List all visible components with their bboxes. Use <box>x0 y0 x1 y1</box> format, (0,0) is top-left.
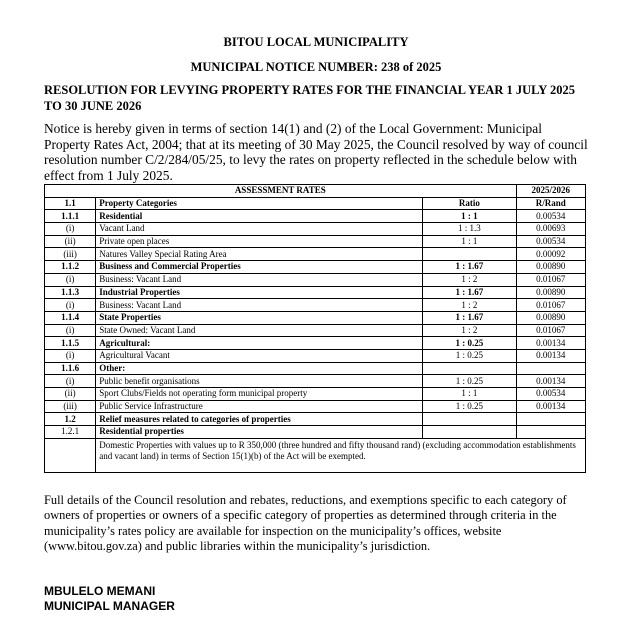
row-category: Agricultural Vacant <box>96 349 423 362</box>
row-rate: 0.00134 <box>516 375 585 388</box>
row-number: 1.1.1 <box>45 210 96 223</box>
table-title-row <box>45 185 586 198</box>
residential-relief-label: Residential properties <box>96 426 423 439</box>
row-ratio: 1 : 2 <box>423 299 517 312</box>
row-category: Business: Vacant Land <box>96 273 423 286</box>
row-rate: 0.00134 <box>516 400 585 413</box>
col-header-ratio: Ratio <box>423 197 517 210</box>
table-row <box>45 273 586 286</box>
row-ratio: 1 : 0.25 <box>423 349 517 362</box>
row-rate: 0.00534 <box>516 235 585 248</box>
row-rate: 0.00134 <box>516 349 585 362</box>
row-rate: 0.00890 <box>516 261 585 274</box>
empty-cell <box>423 426 517 439</box>
residential-relief-row <box>45 426 586 439</box>
signatory-name: MBULELO MEMANI <box>44 584 156 598</box>
row-ratio: 1 : 0.25 <box>423 400 517 413</box>
row-category: Natures Valley Special Rating Area <box>96 248 423 261</box>
row-rate: 0.00693 <box>516 223 585 236</box>
row-number: (iii) <box>45 400 96 413</box>
row-ratio: 1 : 1.67 <box>423 286 517 299</box>
table-row <box>45 210 586 223</box>
table-row <box>45 349 586 362</box>
relief-note-row <box>45 438 586 472</box>
table-row <box>45 311 586 324</box>
table-row <box>45 388 586 401</box>
table-row <box>45 235 586 248</box>
residential-relief-num: 1.2.1 <box>45 426 96 439</box>
row-category: Residential <box>96 210 423 223</box>
row-rate: 0.01067 <box>516 324 585 337</box>
row-number: (i) <box>45 375 96 388</box>
table-row <box>45 337 586 350</box>
row-category: Public Service Infrastructure <box>96 400 423 413</box>
table-row <box>45 362 586 375</box>
row-rate: 0.00534 <box>516 210 585 223</box>
empty-cell <box>516 426 585 439</box>
row-ratio <box>423 362 517 375</box>
relief-label: Relief measures related to categories of properties <box>96 413 423 426</box>
signatory-title: MUNICIPAL MANAGER <box>44 599 175 613</box>
row-number: 1.1.4 <box>45 311 96 324</box>
row-ratio: 1 : 0.25 <box>423 375 517 388</box>
table-row <box>45 299 586 312</box>
row-number: 1.1.5 <box>45 337 96 350</box>
row-number: (i) <box>45 223 96 236</box>
row-category: Other: <box>96 362 423 375</box>
row-ratio: 1 : 1 <box>423 210 517 223</box>
row-number: 1.1.3 <box>45 286 96 299</box>
row-category: Agricultural: <box>96 337 423 350</box>
row-rate: 0.00890 <box>516 311 585 324</box>
row-number: (i) <box>45 324 96 337</box>
row-number: (i) <box>45 273 96 286</box>
relief-num: 1.2 <box>45 413 96 426</box>
row-number: (i) <box>45 299 96 312</box>
row-number: (ii) <box>45 388 96 401</box>
relief-note: Domestic Properties with values up to R 350,000 (three hundred and fifty thousand rand) (excluding accommodation establishments and vacant land) in terms of Section 15(1)(b) of the Act will be exempted. <box>96 438 586 472</box>
row-category: Private open places <box>96 235 423 248</box>
row-ratio: 1 : 1.3 <box>423 223 517 236</box>
row-category: Public benefit organisations <box>96 375 423 388</box>
table-year: 2025/2026 <box>516 185 585 198</box>
row-category: State Owned: Vacant Land <box>96 324 423 337</box>
row-rate: 0.01067 <box>516 273 585 286</box>
row-category: Business: Vacant Land <box>96 299 423 312</box>
row-category: Business and Commercial Properties <box>96 261 423 274</box>
row-category: Industrial Properties <box>96 286 423 299</box>
row-ratio <box>423 248 517 261</box>
row-ratio: 1 : 1.67 <box>423 311 517 324</box>
empty-cell <box>45 438 96 472</box>
table-row <box>45 223 586 236</box>
row-category: Vacant Land <box>96 223 423 236</box>
table-title: ASSESSMENT RATES <box>45 185 517 198</box>
municipality-title: BITOU LOCAL MUNICIPALITY <box>223 35 409 49</box>
assessment-rates-table <box>44 184 586 473</box>
table-row <box>45 286 586 299</box>
row-ratio: 1 : 2 <box>423 324 517 337</box>
row-ratio: 1 : 2 <box>423 273 517 286</box>
row-ratio: 1 : 1 <box>423 388 517 401</box>
row-number: (i) <box>45 349 96 362</box>
row-number: 1.1.6 <box>45 362 96 375</box>
table-row <box>45 324 586 337</box>
relief-row <box>45 413 586 426</box>
col-header-rate: R/Rand <box>516 197 585 210</box>
row-category: State Properties <box>96 311 423 324</box>
table-row <box>45 248 586 261</box>
column-header-row <box>45 197 586 210</box>
row-rate: 0.00092 <box>516 248 585 261</box>
col-header-num: 1.1 <box>45 197 96 210</box>
row-ratio: 1 : 1.67 <box>423 261 517 274</box>
table-row <box>45 375 586 388</box>
row-category: Sport Clubs/Fields not operating form municipal property <box>96 388 423 401</box>
row-ratio: 1 : 0.25 <box>423 337 517 350</box>
row-rate <box>516 362 585 375</box>
row-number: (ii) <box>45 235 96 248</box>
row-number: 1.1.2 <box>45 261 96 274</box>
row-rate: 0.00890 <box>516 286 585 299</box>
notice-number: MUNICIPAL NOTICE NUMBER: 238 of 2025 <box>190 60 442 74</box>
col-header-category: Property Categories <box>96 197 423 210</box>
footer-paragraph: Full details of the Council resolution and rebates, reductions, and exemptions specific to each category of owners of properties or owners of a specific category of properties as determined through criteria in the municipality’s rates policy are available for inspection on the municipality’s offices, website (www.bitou.gov.za) and public libraries within the municipality’s jurisdiction. <box>44 493 567 553</box>
table-row <box>45 400 586 413</box>
row-rate: 0.01067 <box>516 299 585 312</box>
row-rate: 0.00134 <box>516 337 585 350</box>
empty-cell <box>423 413 517 426</box>
row-ratio: 1 : 1 <box>423 235 517 248</box>
row-number: (iii) <box>45 248 96 261</box>
resolution-heading: RESOLUTION FOR LEVYING PROPERTY RATES FOR THE FINANCIAL YEAR 1 JULY 2025 TO 30 JUNE 2026 <box>44 83 575 113</box>
notice-paragraph: Notice is hereby given in terms of section 14(1) and (2) of the Local Government: Municipal Property Rates Act, 2004; that at its meeting of 30 May 2025, the Council resolved by way of council resolution number C/2/284/05/25, to levy the rates on property reflected in the schedule below with effect from 1 July 2025. <box>44 121 588 183</box>
empty-cell <box>516 413 585 426</box>
row-rate: 0.00534 <box>516 388 585 401</box>
table-row <box>45 261 586 274</box>
